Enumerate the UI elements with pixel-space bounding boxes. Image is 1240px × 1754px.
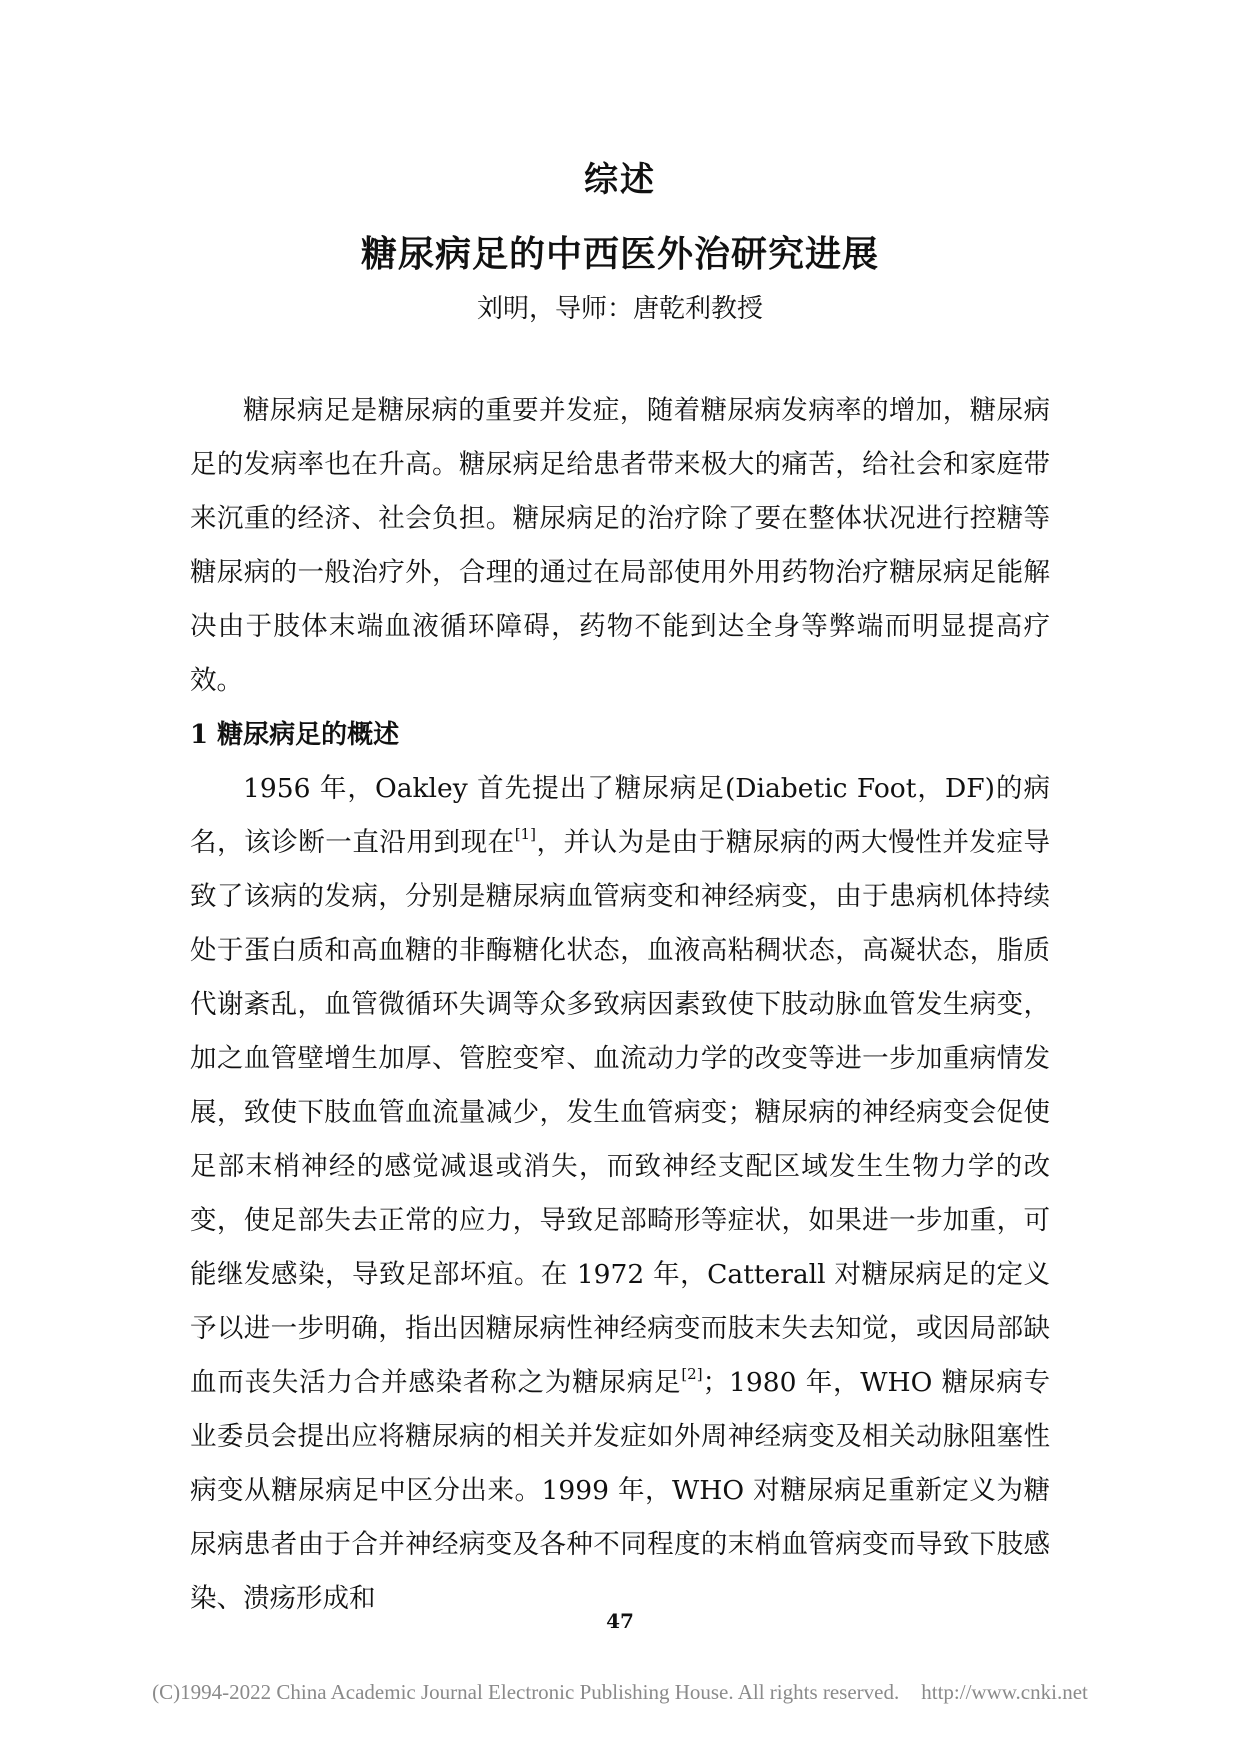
paper-title: 糖尿病足的中西医外治研究进展 xyxy=(360,233,879,275)
citation-1[interactable]: [1] xyxy=(514,825,536,843)
section-label: 综述 xyxy=(584,160,656,200)
footer-copyright: (C)1994-2022 China Academic Journal Electronic Publishing House. All rights reserved. xyxy=(152,1680,900,1704)
page-number: 47 xyxy=(606,1609,634,1633)
section-heading-1: 1 糖尿病足的概述 xyxy=(190,720,400,750)
footer-url[interactable]: http://www.cnki.net xyxy=(921,1680,1088,1704)
overview-paragraph xyxy=(190,762,1050,1626)
body-text xyxy=(190,384,1050,1626)
footer xyxy=(0,1680,1240,1705)
overview-text-part1: 1956 年，Oakley 首先提出了糖尿病足(Diabetic Foot，DF)的病名，该诊断一直沿用到现在 xyxy=(190,773,1050,858)
overview-text-part3: ；1980 年，WHO 糖尿病专业委员会提出应将糖尿病的相关并发症如外周神经病变及相关动脉阻塞性病变从糖尿病足中区分出来。1999 年，WHO 对糖尿病足重新定义为糖尿病患者由于合并神经病变及各种不同程度的末梢血管病变而导致下肢感染、溃疡形成和 xyxy=(190,1367,1050,1614)
citation-2[interactable]: [2] xyxy=(681,1365,703,1383)
intro-paragraph: 糖尿病足是糖尿病的重要并发症，随着糖尿病发病率的增加，糖尿病足的发病率也在升高。糖尿病足给患者带来极大的痛苦，给社会和家庭带来沉重的经济、社会负担。糖尿病足的治疗除了要在整体状况进行控糖等糖尿病的一般治疗外，合理的通过在局部使用外用药物治疗糖尿病足能解决由于肢体末端血液循环障碍，药物不能到达全身等弊端而明显提高疗效。 xyxy=(190,395,1050,696)
author-line: 刘明，导师：唐乾利教授 xyxy=(476,294,763,324)
overview-text-part2: ，并认为是由于糖尿病的两大慢性并发症导致了该病的发病，分别是糖尿病血管病变和神经病变，由于患病机体持续处于蛋白质和高血糖的非酶糖化状态，血液高粘稠状态，高凝状态，脂质代谢紊乱，血管微循环失调等众多致病因素致使下肢动脉血管发生病变，加之血管壁增生加厚、管腔变窄、血流动力学的改变等进一步加重病情发展，致使下肢血管血流量减少，发生血管病变；糖尿病的神经病变会促使足部末梢神经的感觉减退或消失，而致神经支配区域发生生物力学的改变，使足部失去正常的应力，导致足部畸形等症状，如果进一步加重，可能继发感染，导致足部坏疽。在 1972 年，Catterall 对糖尿病足的定义予以进一步明确，指出因糖尿病性神经病变而肢末失去知觉，或因局部缺血而丧失活力合并感染者称之为糖尿病足 xyxy=(190,827,1051,1398)
